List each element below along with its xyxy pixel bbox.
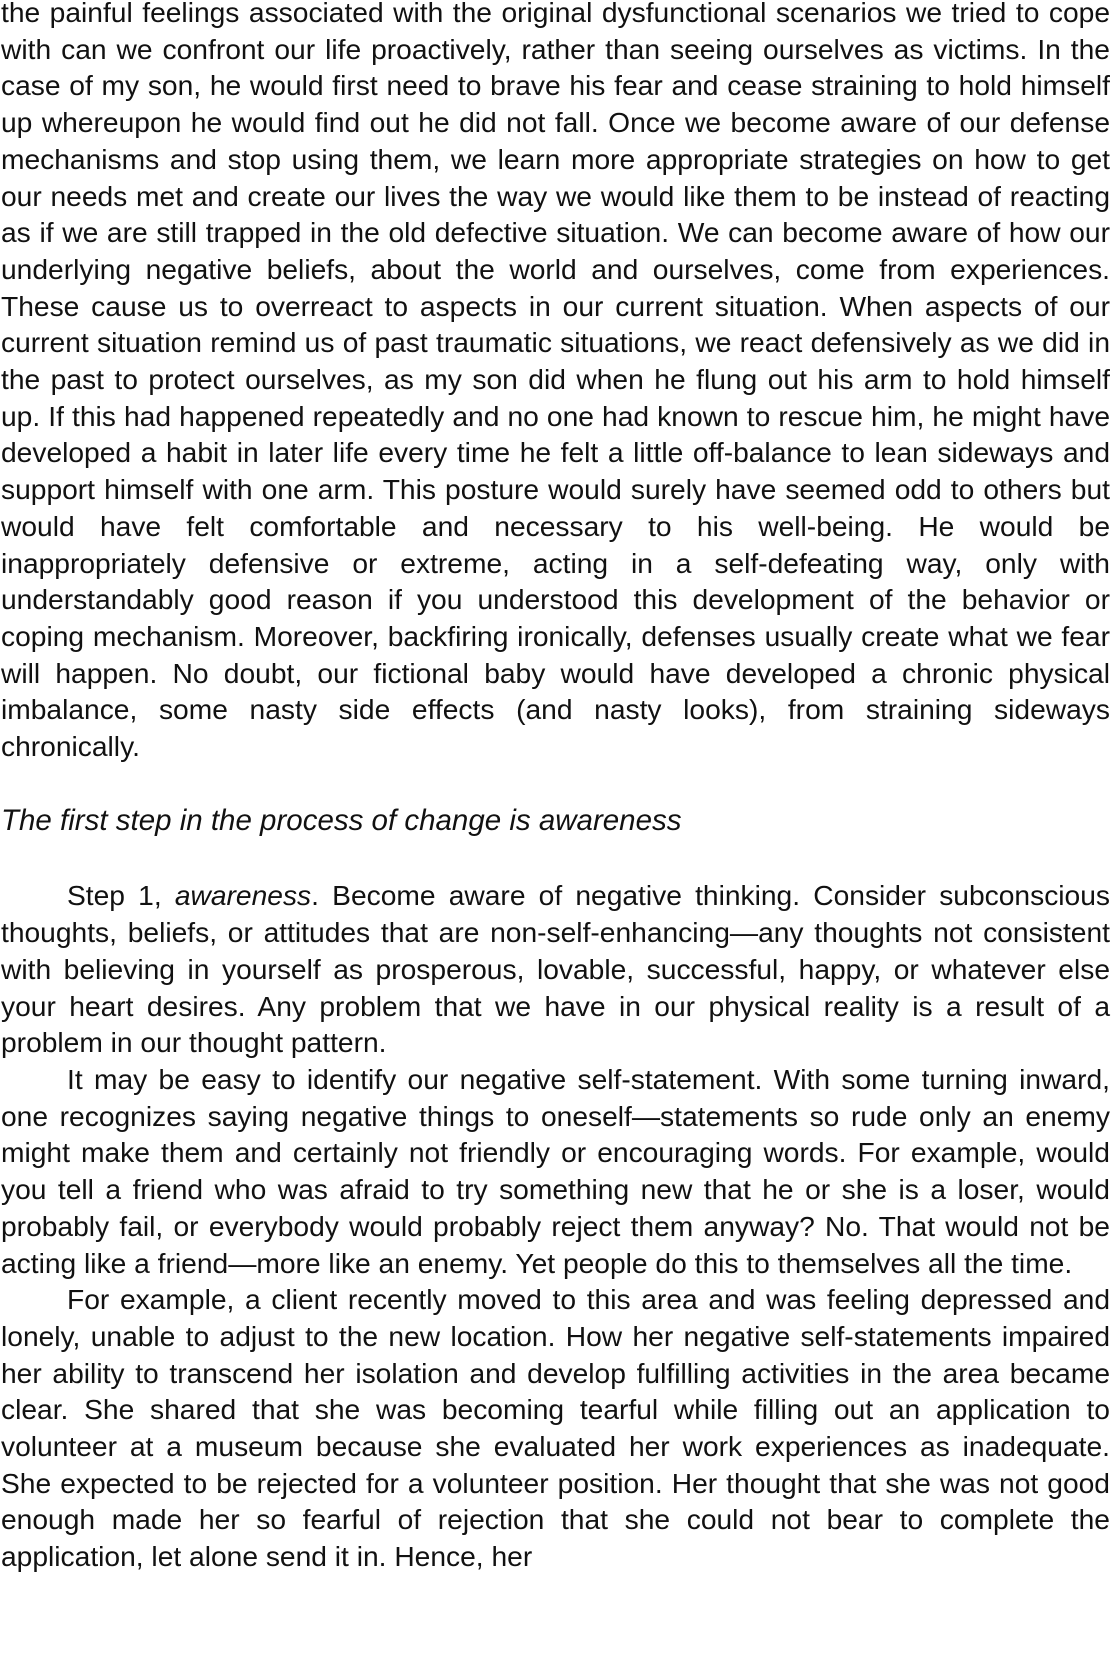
- self-statement-paragraph: It may be easy to identify our negative self-statement. With some turning inward, one recognizes saying negative things to oneself—statements so rude only an enemy might make them and certainly not friendly or encouraging words. For example, would you tell a friend who was afraid to try something new that he or she is a loser, would probably fail, or everybody would probably reject them anyway? No. That would not be acting like a friend—more like an enemy. Yet people do this to themselves all the time.: [1, 1062, 1110, 1279]
- step-1-term: awareness: [174, 879, 312, 912]
- section-heading: The first step in the process of change is awareness: [1, 803, 682, 837]
- step-1-paragraph: [1, 877, 1110, 1061]
- intro-paragraph: the painful feelings associated with the original dysfunctional scenarios we tried to cope with can we confront our life proactively, rather than seeing ourselves as victims. In the case of my son, he would first need to brave his fear and cease straining to hold himself up whereupon he would find out he did not fall. Once we become aware of our defense mechanisms and stop using them, we learn more appropriate strategies on how to get our needs met and create our lives the way we would like them to be instead of reacting as if we are still trapped in the old defective situation. We can become aware of how our underlying negative beliefs, about the world and ourselves, come from experiences. These cause us to overreact to aspects in our current situation. When aspects of our current situation remind us of past traumatic situations, we react defensively as we did in the past to protect ourselves, as my son did when he flung out his arm to hold himself up. If this had happened repeatedly and no one had known to rescue him, he might have developed a habit in later life every time he felt a little off-balance to lean sideways and support himself with one arm. This posture would surely have seemed odd to others but would have felt comfortable and necessary to his well-being. He would be inappropriately defensive or extreme, acting in a self-defeating way, only with understandably good reason if you understood this development of the behavior or coping mechanism. Moreover, backfiring ironically, defenses usually create what we fear will happen. No doubt, our fictional baby would have developed a chronic physical imbalance, some nasty side effects (and nasty looks), from straining sideways chronically.: [1, 0, 1110, 763]
- step-1-prefix: Step 1,: [67, 879, 175, 912]
- step-1-text: . Become aware of negative thinking. Consider subconscious thoughts, beliefs, or attitudes that are non-self-enhancing—any thoughts not consistent with believing in yourself as prosperous, lovable, successful, happy, or whatever else your heart desires. Any problem that we have in our physical reality is a result of a problem in our thought pattern.: [1, 879, 1110, 1059]
- client-example-paragraph: For example, a client recently moved to this area and was feeling depressed and lonely, unable to adjust to the new location. How her negative self-statements impaired her ability to transcend her isolation and develop fulfilling activities in the area became clear. She shared that she was becoming tearful while filling out an application to volunteer at a museum because she evaluated her work experiences as inadequate. She expected to be rejected for a volunteer position. Her thought that she was not good enough made her so fearful of rejection that she could not bear to complete the application, let alone send it in. Hence, her: [1, 1283, 1110, 1573]
